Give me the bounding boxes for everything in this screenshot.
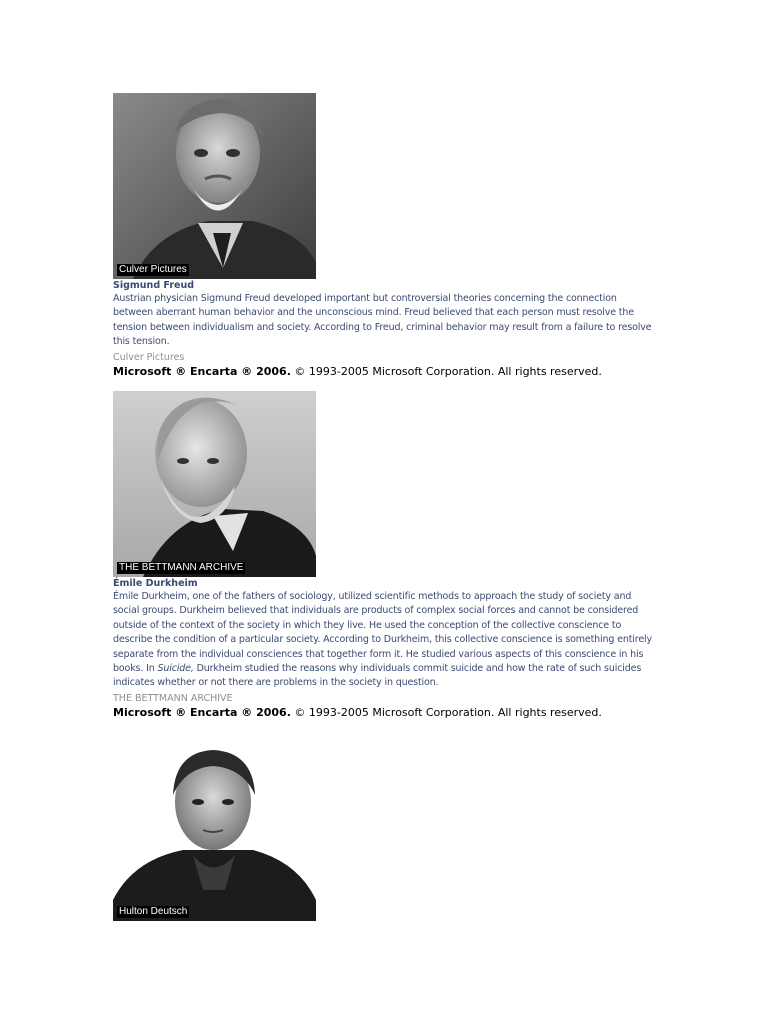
durkheim-caption-part2: Durkheim studied the reasons why individuals commit suicide and how the rate of such suicides indicates whether or not there are problems in the society in question. bbox=[113, 663, 642, 689]
freud-portrait-image bbox=[113, 93, 316, 279]
freud-entry bbox=[113, 93, 658, 379]
third-photo bbox=[113, 750, 316, 921]
freud-copyright bbox=[113, 365, 658, 379]
freud-name: Sigmund Freud bbox=[113, 280, 195, 291]
durkheim-caption bbox=[113, 590, 658, 691]
durkheim-credit: THE BETTMANN ARCHIVE bbox=[113, 692, 233, 704]
durkheim-caption-part1: Émile Durkheim, one of the fathers of sociology, utilized scientific methods to approach the study of society and social groups. Durkheim believed that individuals are products of complex social forces and cannot be considered outside of the context of the society in which they live. He used the conception of the collective conscience to describe the condition of a particular society. According to Durkheim, this collective conscience is something entirely separate from the individual consciences that together form it. He studied various aspects of this conscience in his books. In bbox=[113, 591, 653, 675]
durkheim-entry bbox=[113, 391, 658, 720]
copyright-text: © 1993-2005 Microsoft Corporation. All rights reserved. bbox=[290, 705, 602, 719]
third-photo-credit-tag: Hulton Deutsch bbox=[119, 906, 188, 917]
third-portrait-image bbox=[113, 750, 316, 921]
freud-photo-credit-tag: Culver Pictures bbox=[119, 264, 187, 275]
durkheim-name: Émile Durkheim bbox=[113, 578, 198, 589]
freud-caption: Austrian physician Sigmund Freud developed important but controversial theories concerning the connection between aberrant human behavior and the unconscious mind. Freud believed that each person must resolve the tension between individualism and society. According to Freud, criminal behavior may result from a failure to resolve this tension. bbox=[113, 293, 652, 348]
durkheim-portrait-image bbox=[113, 391, 316, 577]
encarta-brand: Microsoft ® Encarta ® 2006. bbox=[113, 364, 291, 378]
durkheim-copyright bbox=[113, 706, 658, 720]
durkheim-photo-credit-tag: THE BETTMANN ARCHIVE bbox=[119, 562, 244, 573]
encarta-brand: Microsoft ® Encarta ® 2006. bbox=[113, 705, 291, 719]
durkheim-book-title: Suicide, bbox=[157, 663, 194, 675]
freud-photo bbox=[113, 93, 316, 279]
copyright-text: © 1993-2005 Microsoft Corporation. All rights reserved. bbox=[290, 364, 602, 378]
third-entry bbox=[113, 750, 316, 921]
durkheim-photo bbox=[113, 391, 316, 577]
freud-credit: Culver Pictures bbox=[113, 351, 185, 363]
